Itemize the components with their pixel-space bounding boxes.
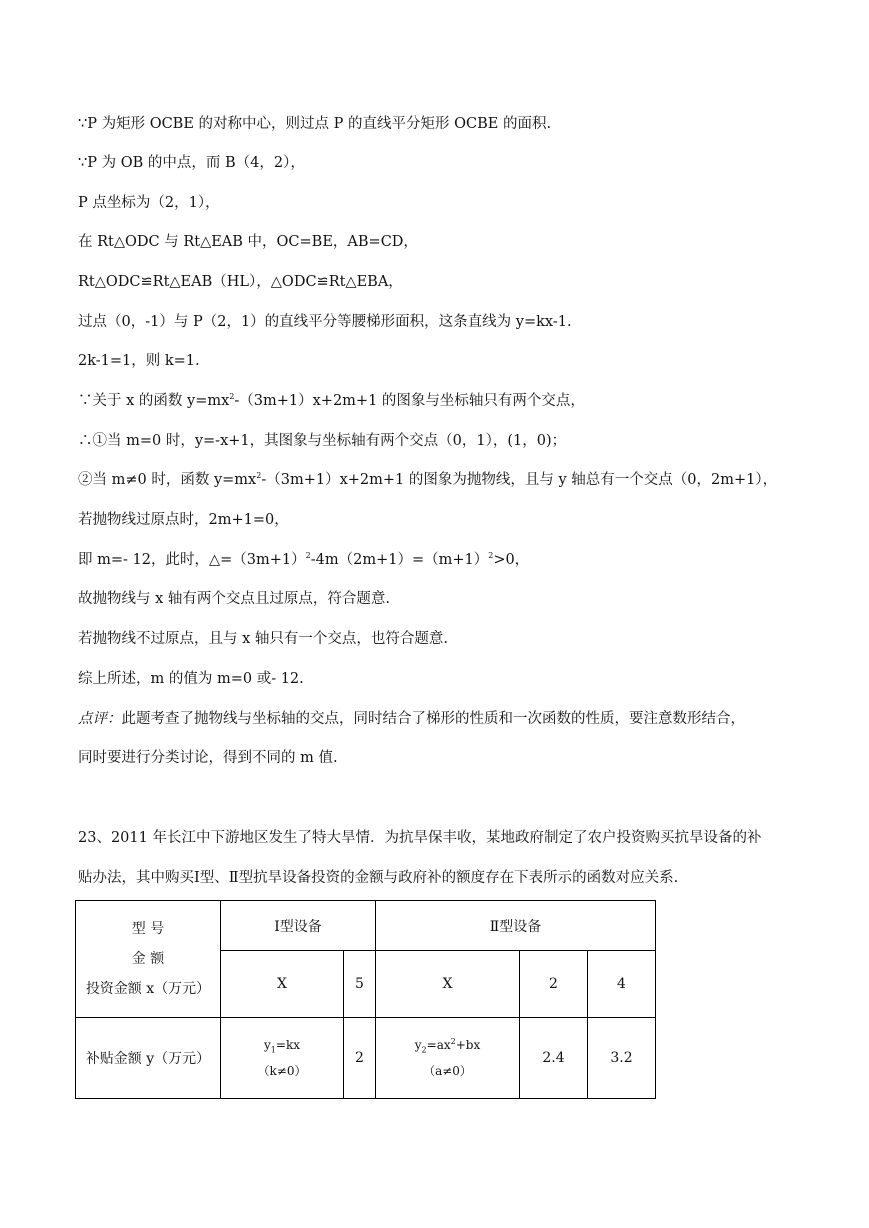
y2-condition: （a≠0） bbox=[423, 1064, 472, 1078]
header-type-1: Ⅰ型设备 bbox=[221, 901, 376, 951]
type2-x-value-1: 2 bbox=[520, 951, 588, 1018]
type2-y-value-1: 2.4 bbox=[520, 1018, 588, 1099]
type1-x-value: 5 bbox=[344, 951, 376, 1018]
y1-rhs: =kx bbox=[275, 1038, 300, 1052]
type2-y-value-2: 3.2 bbox=[588, 1018, 656, 1099]
type1-x-label: X bbox=[221, 951, 344, 1018]
subscript: 2 bbox=[421, 1045, 427, 1055]
y1-var: y bbox=[264, 1038, 271, 1052]
solution-line-9: ∴①当 m=0 时，y=-x+1，其图象与坐标轴有两个交点（0，1），(1，0)； bbox=[78, 433, 567, 449]
row-label-subsidy: 补贴金额 y（万元） bbox=[76, 1018, 221, 1099]
corner-label-type: 型 号 bbox=[131, 921, 165, 937]
solution-line-5: Rt△ODC≌Rt△EAB（HL），△ODC≌Rt△EBA， bbox=[78, 274, 403, 290]
solution-line-12-part-b: -4m（2m+1）=（m+1） bbox=[310, 552, 489, 568]
y1-formula bbox=[221, 1032, 343, 1058]
type1-y-value: 2 bbox=[344, 1018, 376, 1099]
superscript: 2 bbox=[488, 551, 494, 561]
y2-rhs-b: +bx bbox=[455, 1038, 481, 1052]
comment-line-2: 同时要进行分类讨论，得到不同的 m 值. bbox=[78, 750, 338, 766]
superscript: 2 bbox=[256, 471, 262, 481]
solution-line-8-part-a: ∵关于 x 的函数 y=mx bbox=[78, 393, 230, 409]
solution-line-8-part-b: -（3m+1）x+2m+1 的图象与坐标轴只有两个交点， bbox=[234, 393, 585, 409]
comment-text: 此题考查了抛物线与坐标轴的交点，同时结合了梯形的性质和一次函数的性质，要注意数形结合， bbox=[121, 711, 745, 727]
type1-y-formula bbox=[221, 1018, 344, 1099]
table-corner-cell bbox=[76, 901, 221, 1018]
header-type-2: Ⅱ型设备 bbox=[376, 901, 656, 951]
solution-line-12-part-c: >0， bbox=[493, 552, 530, 568]
solution-line-10-part-a: ②当 m≠0 时，函数 y=mx bbox=[78, 472, 257, 488]
problem-line-2: 贴办法，其中购买Ⅰ型、Ⅱ型抗旱设备投资的金额与政府补的额度存在下表所示的函数对应关系. bbox=[78, 870, 679, 886]
superscript: 2 bbox=[305, 551, 311, 561]
solution-line-11: 若抛物线过原点时，2m+1=0， bbox=[78, 512, 289, 528]
solution-line-8 bbox=[78, 391, 585, 411]
superscript: 2 bbox=[229, 392, 235, 402]
solution-line-10-part-b: -（3m+1）x+2m+1 的图象为抛物线，且与 y 轴总有一个交点（0，2m+1）， bbox=[261, 472, 778, 488]
comment-label: 点评： bbox=[78, 711, 122, 727]
solution-line-10 bbox=[78, 470, 777, 490]
solution-line-15: 综上所述，m 的值为 m=0 或- 12. bbox=[78, 671, 304, 687]
problem-line-1: 23、2011 年长江中下游地区发生了特大旱情．为抗旱保丰收，某地政府制定了农户投资购买抗旱设备的补 bbox=[78, 830, 762, 846]
solution-line-12 bbox=[78, 550, 529, 570]
solution-line-3: P 点坐标为（2，1）， bbox=[78, 195, 220, 211]
solution-line-6: 过点（0，-1）与 P（2，1）的直线平分等腰梯形面积，这条直线为 y=kx-1. bbox=[78, 314, 572, 330]
solution-line-2: ∵P 为 OB 的中点，而 B（4，2）， bbox=[78, 155, 305, 171]
subscript: 1 bbox=[270, 1045, 276, 1055]
type2-x-label: X bbox=[376, 951, 520, 1018]
y1-condition: （k≠0） bbox=[257, 1064, 307, 1078]
solution-line-14: 若抛物线不过原点，且与 x 轴只有一个交点，也符合题意. bbox=[78, 631, 449, 647]
y2-var: y bbox=[414, 1038, 422, 1052]
subsidy-table bbox=[75, 900, 656, 1099]
y2-rhs-a: =ax bbox=[426, 1038, 451, 1052]
solution-line-1: ∵P 为矩形 OCBE 的对称中心，则过点 P 的直线平分矩形 OCBE 的面积. bbox=[78, 116, 552, 132]
type2-x-value-2: 4 bbox=[588, 951, 656, 1018]
solution-line-12-part-a: 即 m=- 12，此时，△=（3m+1） bbox=[78, 552, 306, 568]
superscript: 2 bbox=[450, 1037, 456, 1046]
solution-line-7: 2k-1=1，则 k=1. bbox=[78, 353, 200, 369]
corner-label-amount: 金 额 bbox=[131, 951, 165, 967]
solution-line-13: 故抛物线与 x 轴有两个交点且过原点，符合题意. bbox=[78, 591, 391, 607]
solution-line-4: 在 Rt△ODC 与 Rt△EAB 中，OC=BE，AB=CD， bbox=[78, 234, 418, 250]
comment-line-1 bbox=[78, 709, 745, 729]
type2-y-formula bbox=[376, 1018, 520, 1099]
corner-label-investment: 投资金额 x（万元） bbox=[85, 981, 211, 997]
y2-formula bbox=[376, 1032, 519, 1058]
